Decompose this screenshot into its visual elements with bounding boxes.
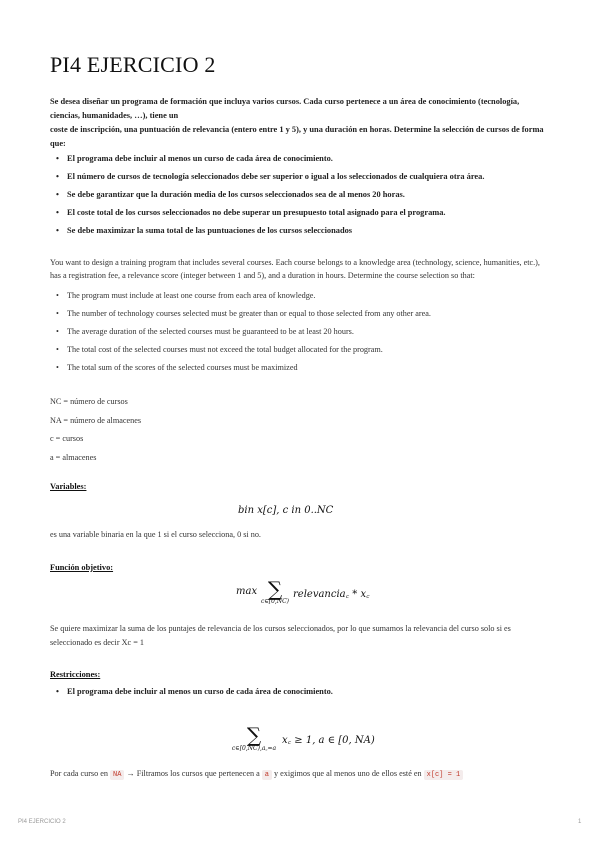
sum-symbol: ∑ (246, 723, 262, 747)
restriction-explanation (50, 767, 550, 782)
explanation-text: → Filtramos los cursos que pertenecen a (126, 769, 260, 778)
definition-item: a = almacenes (50, 452, 97, 462)
objective-prefix: max (236, 586, 258, 597)
rule-en-item: • The average duration of the selected courses must be guaranteed to be at least 20 hours. (50, 323, 431, 341)
rules-spanish-list (50, 150, 484, 240)
restriction-formula: x꜀ ≥ 1, a ∈ [0, NA) (282, 735, 375, 746)
rule-en-item: • The total sum of the scores of the selected courses must be maximized (50, 359, 431, 377)
definitions-list (50, 393, 141, 467)
restriction-item: • El programa debe incluir al menos un curso de cada área de conocimiento. (50, 687, 333, 696)
restriction-sum (226, 723, 282, 752)
objective-term: relevancia꜀ * x꜀ (293, 589, 370, 600)
objective-sum (255, 577, 295, 605)
variables-heading: Variables: (50, 482, 87, 491)
sum-subscript: c∈[0,NC),a꜀=a (231, 745, 277, 752)
inline-code-na: NA (110, 770, 124, 780)
definition-item: NA = número de almacenes (50, 415, 142, 425)
intro-english (50, 256, 550, 282)
sum-symbol: ∑ (267, 577, 283, 601)
inline-code-a: a (262, 770, 272, 780)
rule-es-item: • El programa debe incluir al menos un curso de cada área de conocimiento. (50, 150, 484, 168)
intro-spanish (50, 95, 550, 151)
footer-title: PI4 EJERCICIO 2 (18, 819, 66, 825)
intro-en-text: You want to design a training program that includes several courses. Each course belongs to a knowledge area (technology, science, humanities, etc.), has a registration fee, a relevance score (integer between 1 and 5), and a duration in hours. Determine the course selection so that: (50, 258, 540, 280)
rule-es-item: • Se debe maximizar la suma total de las puntuaciones de los cursos seleccionados (50, 222, 484, 240)
objective-description: Se quiere maximizar la suma de los puntajes de relevancia de los cursos seleccionados, por lo que sumamos la relevancia del curso solo si es seleccionado es decir Xc = 1 (50, 624, 511, 647)
sum-subscript: c∈[0,NC) (260, 598, 290, 605)
definition-item: c = cursos (50, 434, 84, 443)
rule-en-item: • The total cost of the selected courses must not exceed the total budget allocated for the program. (50, 341, 431, 359)
rule-en-item: • The program must include at least one course from each area of knowledge. (50, 287, 431, 305)
intro-es-line-1: Se desea diseñar un programa de formación que incluya varios cursos. Cada curso pertenece a un área de conocimiento (tecnología, ciencias, humanidades, …), tiene un (50, 97, 520, 120)
page-title: PI4 EJERCICIO 2 (50, 52, 216, 77)
explanation-text: Por cada curso en (50, 769, 108, 778)
objective-heading: Función objetivo: (50, 563, 114, 572)
restrictions-heading: Restricciones: (50, 670, 101, 679)
rule-es-item: • Se debe garantizar que la duración media de los cursos seleccionados sea de al menos 20 horas. (50, 186, 484, 204)
explanation-text: y exigimos que al menos uno de ellos esté en (274, 769, 422, 778)
rule-es-item: • El coste total de los cursos seleccionados no debe superar un presupuesto total asignado para el programa. (50, 204, 484, 222)
rule-en-item: • The number of technology courses selected must be greater than or equal to those selected from any other area. (50, 305, 431, 323)
rules-english-list (50, 287, 431, 377)
restriction-list (50, 687, 333, 696)
definition-item: NC = número de cursos (50, 397, 128, 406)
variables-formula: bin x[c], c in 0..NC (238, 505, 334, 516)
intro-es-line-2: coste de inscripción, una puntuación de relevancia (entero entre 1 y 5), y una duración en horas. Determine la selección de cursos de forma que: (50, 125, 544, 148)
inline-code-xc: x[c] = 1 (424, 770, 464, 780)
rule-es-item: • El número de cursos de tecnología seleccionados debe ser superior o igual a los seleccionados de cualquiera otra área. (50, 168, 484, 186)
variables-description: es una variable binaria en la que 1 si el curso selecciona, 0 si no. (50, 530, 261, 539)
footer-page-number: 1 (578, 819, 582, 825)
